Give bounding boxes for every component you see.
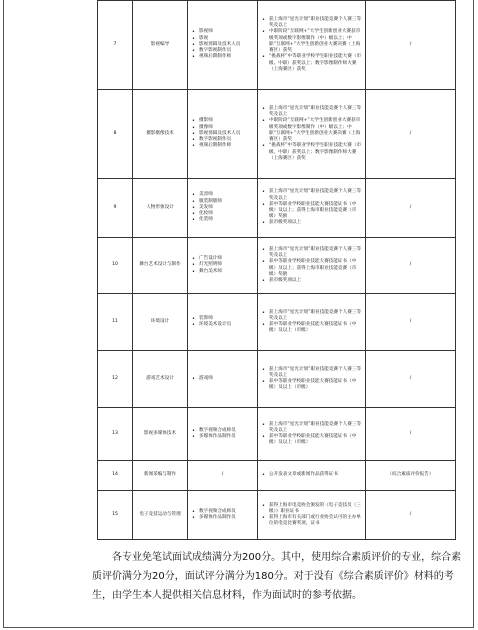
condition-list	[258, 294, 366, 351]
footer-note	[92, 548, 464, 605]
condition-list	[258, 1, 366, 90]
condition-list	[258, 351, 366, 408]
major-name: 新闻采编与制作	[133, 461, 188, 491]
table-row	[98, 90, 456, 179]
subject-item: • 影视剪辑及技术人员	[199, 42, 255, 48]
row-number: 10	[98, 238, 133, 294]
subject-item: • 摄像师	[199, 125, 255, 131]
subject-item: • 灯光照明师	[199, 262, 255, 268]
condition-item: • 获上海市“星光计划”职业技能竞赛个人赛三等奖及以上	[269, 310, 363, 322]
table-row	[98, 294, 456, 351]
subject-item: • 广告设计师	[199, 256, 255, 262]
major-name: 游戏艺术设计	[133, 351, 188, 408]
condition-item: • 中职阶段“互联网+”大学生创新创业大赛获市级奖项或数字影像制作（中）级以上；中职“互联网+”大学生创新创业大赛决赛（上海赛区）获奖	[269, 29, 363, 54]
subject-list	[188, 1, 258, 90]
row-number: 14	[98, 461, 133, 491]
subject-item: • 舞台美术师	[199, 269, 255, 275]
subject-item: • 数字视频合成师员	[199, 428, 255, 434]
condition-item: • 获得上海市电竞协会颁发的《电子竞技员（三级）》职业证书	[269, 503, 363, 515]
condition-item: • “挑战杯”中等职业学校学生职业技能大赛（市级、中职）获奖以上；数字影像制作师大赛（上海赛区）获奖	[269, 54, 363, 73]
table-row	[98, 1, 456, 90]
condition-list	[258, 179, 366, 238]
subject-list	[188, 351, 258, 408]
major-name: 舞台艺术设计与制作	[133, 238, 188, 294]
condition-item: • 获中等职业学校职业技能大赛技能证书（中级）及以上（市级）	[269, 379, 363, 391]
remark: /	[366, 179, 456, 238]
row-number: 12	[98, 351, 133, 408]
remark: /	[366, 90, 456, 179]
subject-item: • 影视剪辑及技术人员	[199, 131, 255, 137]
remark: /	[366, 294, 456, 351]
subject-item: • 环境美术设计员	[199, 322, 255, 328]
subject-item: • 化妆师	[199, 211, 255, 217]
remark: /	[366, 491, 456, 540]
subject-item: • 影视师	[199, 29, 255, 35]
condition-item: • 获中等职业学校职业技能大赛技能证书（中级）及以上；获得上海市职业技能竞赛（市级）奖励	[269, 259, 363, 278]
remark: /	[366, 238, 456, 294]
table-row	[98, 461, 456, 491]
subject-list	[188, 408, 258, 461]
condition-list	[258, 491, 366, 540]
major-name: 环境设计	[133, 294, 188, 351]
subject-list	[188, 491, 258, 540]
major-name: 影视编导	[133, 1, 188, 90]
condition-item: • 获上海市“星光计划”职业技能竞赛个人赛三等奖及以上	[269, 17, 363, 29]
remark: /	[366, 351, 456, 408]
subject-list	[188, 294, 258, 351]
admission-table	[97, 0, 456, 540]
condition-item: • 获市级奖项以上	[269, 220, 363, 226]
subject-item: • 化装师	[199, 217, 255, 223]
row-number: 8	[98, 90, 133, 179]
condition-item: • 公开发表文章或新闻作品获得证书	[269, 472, 363, 478]
condition-item: • “挑战杯”中等职业学校学生职业技能大赛（市级、中职）获奖以上；数字影像制作师大赛（上海赛区）获奖	[269, 143, 363, 162]
subject-item: • 美容师	[199, 192, 255, 198]
condition-item: • 获得上海市有关部门或行业协会认可的主办单位的电竞比赛奖项，证书	[269, 515, 363, 527]
row-number: 7	[98, 1, 133, 90]
condition-list	[258, 461, 366, 491]
subject-item: • 影视	[199, 36, 255, 42]
major-name: 电子竞技运动与管理	[133, 491, 188, 540]
subject-list	[188, 179, 258, 238]
condition-list	[258, 238, 366, 294]
table-row	[98, 238, 456, 294]
condition-list	[258, 90, 366, 179]
subject-item: • 数字影视制作员	[199, 137, 255, 143]
condition-item: • 获市级奖项以上	[269, 278, 363, 284]
condition-item: • 获上海市“星光计划”职业技能竞赛个人赛三等奖及以上	[269, 189, 363, 201]
subject-item: • 装饰师	[199, 316, 255, 322]
condition-item: • 获中等职业学校职业技能大赛技能证书（中级）及以上；获得上海市职业技能竞赛（市级）奖励	[269, 202, 363, 221]
major-name: 人物形象设计	[133, 179, 188, 238]
subject-list: /	[188, 461, 258, 491]
subject-item: • 美发师	[199, 205, 255, 211]
subject-list	[188, 90, 258, 179]
remark: /	[366, 408, 456, 461]
condition-item: • 获中等职业学校职业技能大赛技能证书（中级）及以上（市级）	[269, 322, 363, 334]
condition-item: • 获中等职业学校职业技能大赛技能证书（中级）及以上（市级）	[269, 434, 363, 446]
table-row	[98, 351, 456, 408]
table-row	[98, 179, 456, 238]
major-name: 影视多媒体技术	[133, 408, 188, 461]
subject-item: • 摄影师	[199, 118, 255, 124]
condition-item: • 获上海市“星光计划”职业技能竞赛个人赛三等奖及以上	[269, 247, 363, 259]
subject-item: • 多媒体作品制作员	[199, 434, 255, 440]
subject-item: • 视频后期制作师	[199, 143, 255, 149]
table-row	[98, 408, 456, 461]
row-number: 9	[98, 179, 133, 238]
condition-item: • 中职阶段“互联网+”大学生创新创业大赛获市级奖项或数字影像制作（中）级以上；中职“互联网+”大学生创新创业大赛决赛（上海赛区）获奖	[269, 118, 363, 143]
row-number: 13	[98, 408, 133, 461]
condition-item: • 获上海市“星光计划”职业技能竞赛个人赛三等奖及以上	[269, 367, 363, 379]
subject-list	[188, 238, 258, 294]
subject-item: • 数字影视制作员	[199, 48, 255, 54]
condition-item: • 获上海市“星光计划”职业技能竞赛个人赛三等奖及以上	[269, 106, 363, 118]
subject-item: • 服装制版师	[199, 199, 255, 205]
major-name: 摄影摄像技术	[133, 90, 188, 179]
subject-item: • 多媒体作品制作员	[199, 515, 255, 521]
subject-item: • 游戏师	[199, 376, 255, 382]
subject-item: • 视频后期制作师	[199, 54, 255, 60]
condition-list	[258, 408, 366, 461]
row-number: 15	[98, 491, 133, 540]
subject-item: • 数字视频合成师员	[199, 509, 255, 515]
remark: （综合素质评价报告）	[366, 461, 456, 491]
footer-paragraph: 各专业免笔试面试成绩满分为200分。其中，使用综合素质评价的专业，综合素质评价满分为20分，面试评分满分为180分。对于没有《综合素质评价》材料的考生，由学生本人提供相关信息材料，作为面试时的参考依据。	[92, 552, 462, 601]
remark: /	[366, 1, 456, 90]
row-number: 11	[98, 294, 133, 351]
condition-item: • 获上海市“星光计划”职业技能竞赛个人赛三等奖及以上	[269, 422, 363, 434]
table-row	[98, 491, 456, 540]
